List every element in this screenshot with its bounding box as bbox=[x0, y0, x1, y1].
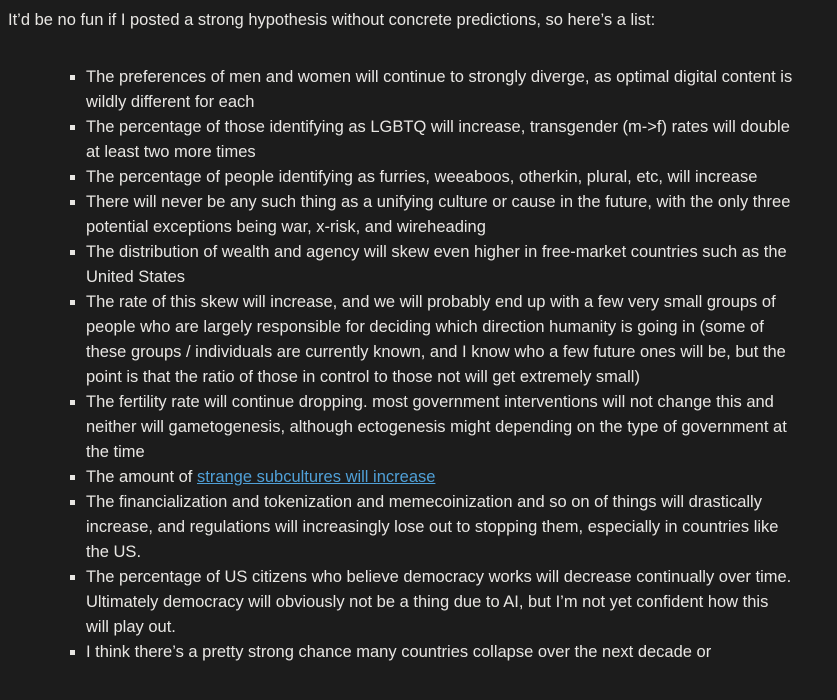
predictions-list bbox=[8, 65, 829, 665]
list-item bbox=[86, 65, 793, 115]
list-item bbox=[86, 290, 793, 390]
list-item bbox=[86, 390, 793, 465]
list-item bbox=[86, 165, 793, 190]
prediction-text: I think there’s a pretty strong chance many countries collapse over the next decade or bbox=[86, 643, 712, 661]
prediction-text: There will never be any such thing as a unifying culture or cause in the future, with the only three potential exceptions being war, x-risk, and wireheading bbox=[86, 193, 791, 236]
prediction-text: The percentage of those identifying as LGBTQ will increase, transgender (m->f) rates will double at least two more times bbox=[86, 118, 790, 161]
list-item bbox=[86, 640, 793, 665]
list-item bbox=[86, 465, 793, 490]
strange-subcultures-link[interactable]: strange subcultures will increase bbox=[196, 468, 436, 486]
prediction-text: The amount of bbox=[86, 468, 197, 486]
list-item bbox=[86, 190, 793, 240]
prediction-text: The percentage of people identifying as furries, weeaboos, otherkin, plural, etc, will increase bbox=[86, 168, 758, 186]
list-item bbox=[86, 490, 793, 565]
list-item bbox=[86, 565, 793, 640]
prediction-text: The percentage of US citizens who believe democracy works will decrease continually over time. Ultimately democracy will obviously not be a thing due to AI, but I’m not yet confident how this will play out. bbox=[86, 568, 792, 636]
prediction-text: The rate of this skew will increase, and we will probably end up with a few very small groups of people who are largely responsible for deciding which direction humanity is going in (some of these groups / individuals are currently known, and I know who a few future ones will be, but the point is that the ratio of those in control to those not will get extremely small) bbox=[86, 293, 786, 386]
prediction-text: The fertility rate will continue dropping. most government interventions will not change this and neither will gametogenesis, although ectogenesis might depending on the type of government at the time bbox=[86, 393, 787, 461]
prediction-text: The financialization and tokenization and memecoinization and so on of things will drastically increase, and regulations will increasingly lose out to stopping them, especially in countries like the US. bbox=[86, 493, 779, 561]
prediction-text: The preferences of men and women will continue to strongly diverge, as optimal digital content is wildly different for each bbox=[86, 68, 793, 111]
list-item bbox=[86, 240, 793, 290]
list-item bbox=[86, 115, 793, 165]
intro-paragraph: It’d be no fun if I posted a strong hypothesis without concrete predictions, so here’s a list: bbox=[8, 11, 656, 29]
prediction-text: The distribution of wealth and agency will skew even higher in free-market countries such as the United States bbox=[86, 243, 787, 286]
